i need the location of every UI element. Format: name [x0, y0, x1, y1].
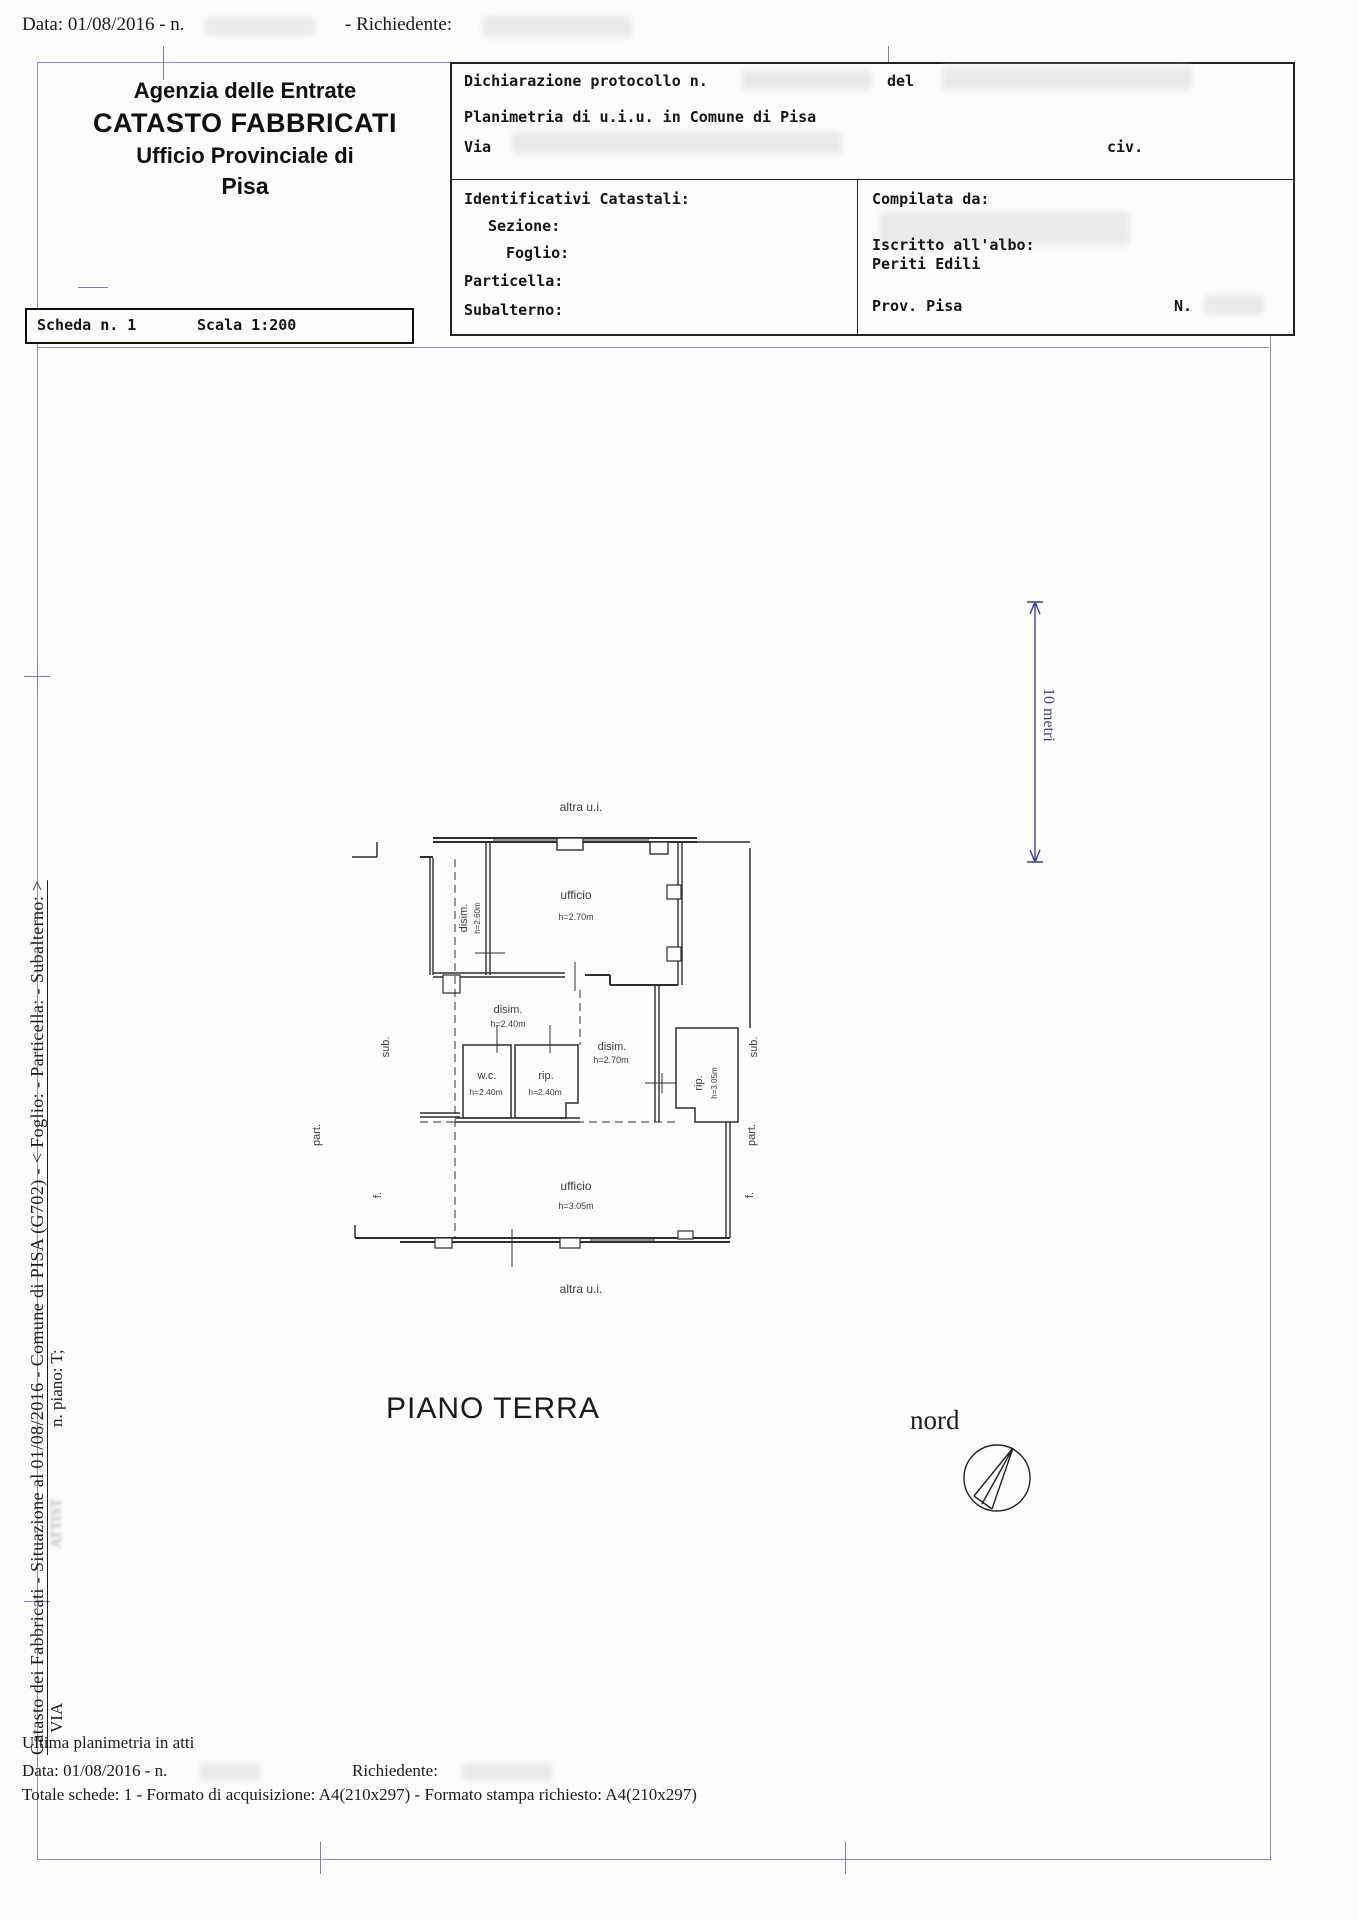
compilata-label: Compilata da: [872, 190, 990, 208]
room-label-ufficio1: ufficio [560, 888, 592, 902]
room-label-rip1-h: h=2.40m [528, 1087, 562, 1097]
room-label-rip2: rip. [693, 1075, 705, 1091]
protocol-box [450, 62, 1295, 336]
planimetria-label: Planimetria di u.i.u. in Comune di Pisa [464, 108, 817, 126]
redaction-smudge [1204, 295, 1264, 315]
agency-line-4: Pisa [221, 173, 269, 199]
scheda-label: Scheda n. 1 [37, 316, 137, 334]
top-richiedente-label: - Richiedente: [345, 14, 453, 35]
room-label-disim2: disim. [493, 1004, 523, 1016]
civ-label: civ. [1107, 138, 1144, 156]
protocol-box-divider-h [452, 179, 1293, 180]
sezione-label: Sezione: [488, 217, 561, 235]
periti-label: Periti Edili [872, 255, 981, 273]
room-label-rip1: rip. [538, 1070, 554, 1082]
redaction-smudge [200, 1763, 260, 1781]
flank-label-part-left: part. [311, 1123, 323, 1147]
n-label: N. [1174, 297, 1193, 315]
left-margin-redacted-text: ATTIST [48, 1498, 65, 1549]
iscritto-label: Iscritto all'albo: [872, 236, 1035, 254]
compass-label: nord [910, 1405, 960, 1435]
identificativi-label: Identificativi Catastali: [464, 190, 690, 208]
redaction-smudge [205, 17, 315, 36]
plan-title: PIANO TERRA [386, 1392, 600, 1425]
room-label-rip2-h: h=3.05m [710, 1067, 719, 1099]
via-label: Via [464, 138, 492, 156]
room-label-ufficio1-h: h=2.70m [558, 912, 594, 922]
room-label-ufficio2-h: h=3.05m [558, 1201, 594, 1211]
redaction-smudge [742, 70, 872, 90]
scheda-box [25, 308, 414, 344]
room-label-altra-ui-bottom: altra u.i. [559, 1282, 603, 1296]
flank-label-f-right: f. [744, 1191, 756, 1199]
left-margin-piano: n. piano: T; [47, 1349, 66, 1427]
redaction-smudge [512, 132, 842, 154]
room-label-wc: w.c. [477, 1070, 497, 1082]
room-label-disim2-h: h=2.40m [490, 1019, 526, 1029]
room-label-disim3: disim. [597, 1041, 627, 1053]
registration-tick [320, 1842, 321, 1874]
floor-plan [295, 795, 770, 1300]
registration-tick [78, 287, 108, 288]
left-margin-via: VIA [47, 1702, 66, 1733]
foglio-label: Foglio: [506, 244, 570, 262]
agency-line-2: CATASTO FABBRICATI [93, 108, 397, 138]
room-label-disim1-h: h=2.60m [473, 902, 482, 934]
protocol-box-divider-v [857, 179, 858, 334]
top-date-line [22, 14, 185, 36]
flank-label-f-left: f. [372, 1191, 384, 1199]
flank-label-sub-left: sub. [380, 1036, 392, 1058]
registration-tick [163, 46, 164, 80]
redaction-smudge [462, 1763, 552, 1781]
agency-line-3: Ufficio Provinciale di [136, 143, 354, 168]
flank-label-sub-right: sub. [748, 1036, 760, 1058]
footer-richiedente-label: Richiedente: [352, 1761, 438, 1780]
del-label: del [887, 72, 915, 90]
scala-label: Scala 1:200 [197, 316, 297, 334]
frame-inner-line [37, 347, 1269, 348]
agency-line-1: Agenzia delle Entrate [133, 78, 357, 103]
particella-label: Particella: [464, 272, 564, 290]
footer-ultima: Ultima planimetria in atti [22, 1733, 195, 1752]
dichiarazione-label: Dichiarazione protocollo n. [464, 72, 708, 90]
registration-tick [845, 1842, 846, 1874]
compass-icon [960, 1440, 1036, 1518]
room-label-disim1: disim. [458, 903, 470, 933]
room-label-ufficio2: ufficio [560, 1179, 592, 1193]
footer-data-line: Data: 01/08/2016 - n. [22, 1761, 168, 1780]
room-label-altra-ui-top: altra u.i. [559, 800, 603, 814]
prov-label: Prov. Pisa [872, 297, 963, 315]
footer-totale: Totale schede: 1 - Formato di acquisizione: A4(210x297) - Formato stampa richiesto: A4(210x297) [22, 1785, 697, 1804]
left-margin-caption: Catasto dei Fabbricati - Situazione al 01/08/2016 - Comune di PISA (G702) - < Foglio: - Particella: - Subalterno: > [27, 880, 47, 1755]
flank-label-part-right: part. [746, 1123, 758, 1147]
scale-bar-label: 10 metri [1040, 688, 1057, 742]
subalterno-label: Subalterno: [464, 301, 564, 319]
redaction-smudge [482, 16, 632, 38]
floor-plan-drawing [295, 795, 770, 1300]
room-label-disim3-h: h=2.70m [593, 1055, 629, 1065]
redaction-smudge [942, 66, 1192, 90]
top-date-text: Data: 01/08/2016 - n. [22, 14, 185, 35]
agency-header [55, 78, 435, 200]
room-label-wc-h: h=2.40m [469, 1087, 503, 1097]
